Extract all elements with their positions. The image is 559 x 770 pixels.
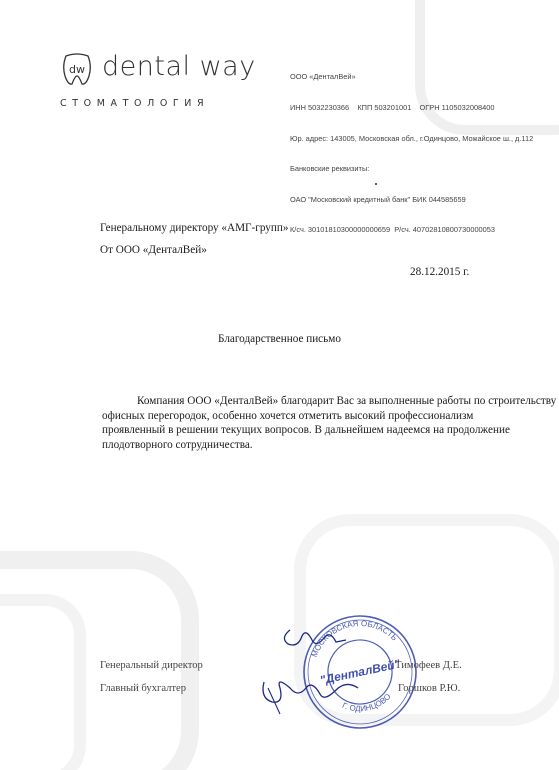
addressee-line: Генеральному директору «АМГ-групп»	[100, 222, 289, 234]
sender-line: От ООО «ДенталВей»	[100, 244, 207, 256]
letter-body	[102, 394, 557, 452]
company-requisites	[290, 52, 533, 246]
position-accountant: Главный бухгалтер	[100, 683, 187, 694]
body-line: проявленный в решении текущих вопросов. В дальнейшем надеемся на продолжение	[102, 424, 510, 437]
requisites-line: ОАО "Московский кредитный банк" БИК 044585659	[290, 194, 466, 204]
logo-subtitle: СТОМАТОЛОГИЯ	[60, 98, 210, 109]
handwritten-signatures	[250, 618, 410, 728]
letter-date: 28.12.2015 г.	[410, 266, 470, 278]
position-director: Генеральный директор	[100, 660, 203, 671]
name-accountant: Горшков Р.Ю.	[398, 683, 461, 694]
stray-dot	[375, 183, 377, 185]
stamp-ring-top: МОСКОВСКАЯ ОБЛАСТЬ	[309, 618, 400, 659]
logo-wordmark: dental way	[102, 51, 256, 82]
tooth-logo-icon	[60, 52, 94, 86]
logo-monogram: dw	[69, 63, 85, 76]
body-line: плодотворного сотрудничества.	[102, 438, 253, 451]
requisites-line: ИНН 5032230366 КПП 503201001 ОГРН 1105032008400	[290, 103, 495, 113]
stamp-center-text: "ДенталВей"	[318, 656, 402, 688]
body-line: Компания ООО «ДенталВей» благодарит Вас за выполненные работы по строительству	[137, 395, 557, 407]
name-director: Тимофеев Д.Е.	[395, 660, 462, 671]
body-line: офисных перегородок, особенно хочется отметить высокий профессионализм	[102, 409, 474, 422]
requisites-line: ООО «ДенталВей»	[290, 72, 356, 82]
director-signature	[284, 630, 346, 645]
requisites-line: Банковские реквизиты:	[290, 164, 370, 174]
stamp-ring-bottom: Г. ОДИНЦОВО	[340, 691, 393, 714]
requisites-line: Юр. адрес: 143005, Московская обл., г.Одинцово, Можайское ш., д.112	[290, 133, 534, 143]
requisites-line: К/сч. 30101810300000000659 Р/сч. 40702810800730000053	[290, 225, 495, 235]
letter-title: Благодарственное письмо	[218, 333, 341, 345]
accountant-signature	[263, 682, 358, 702]
